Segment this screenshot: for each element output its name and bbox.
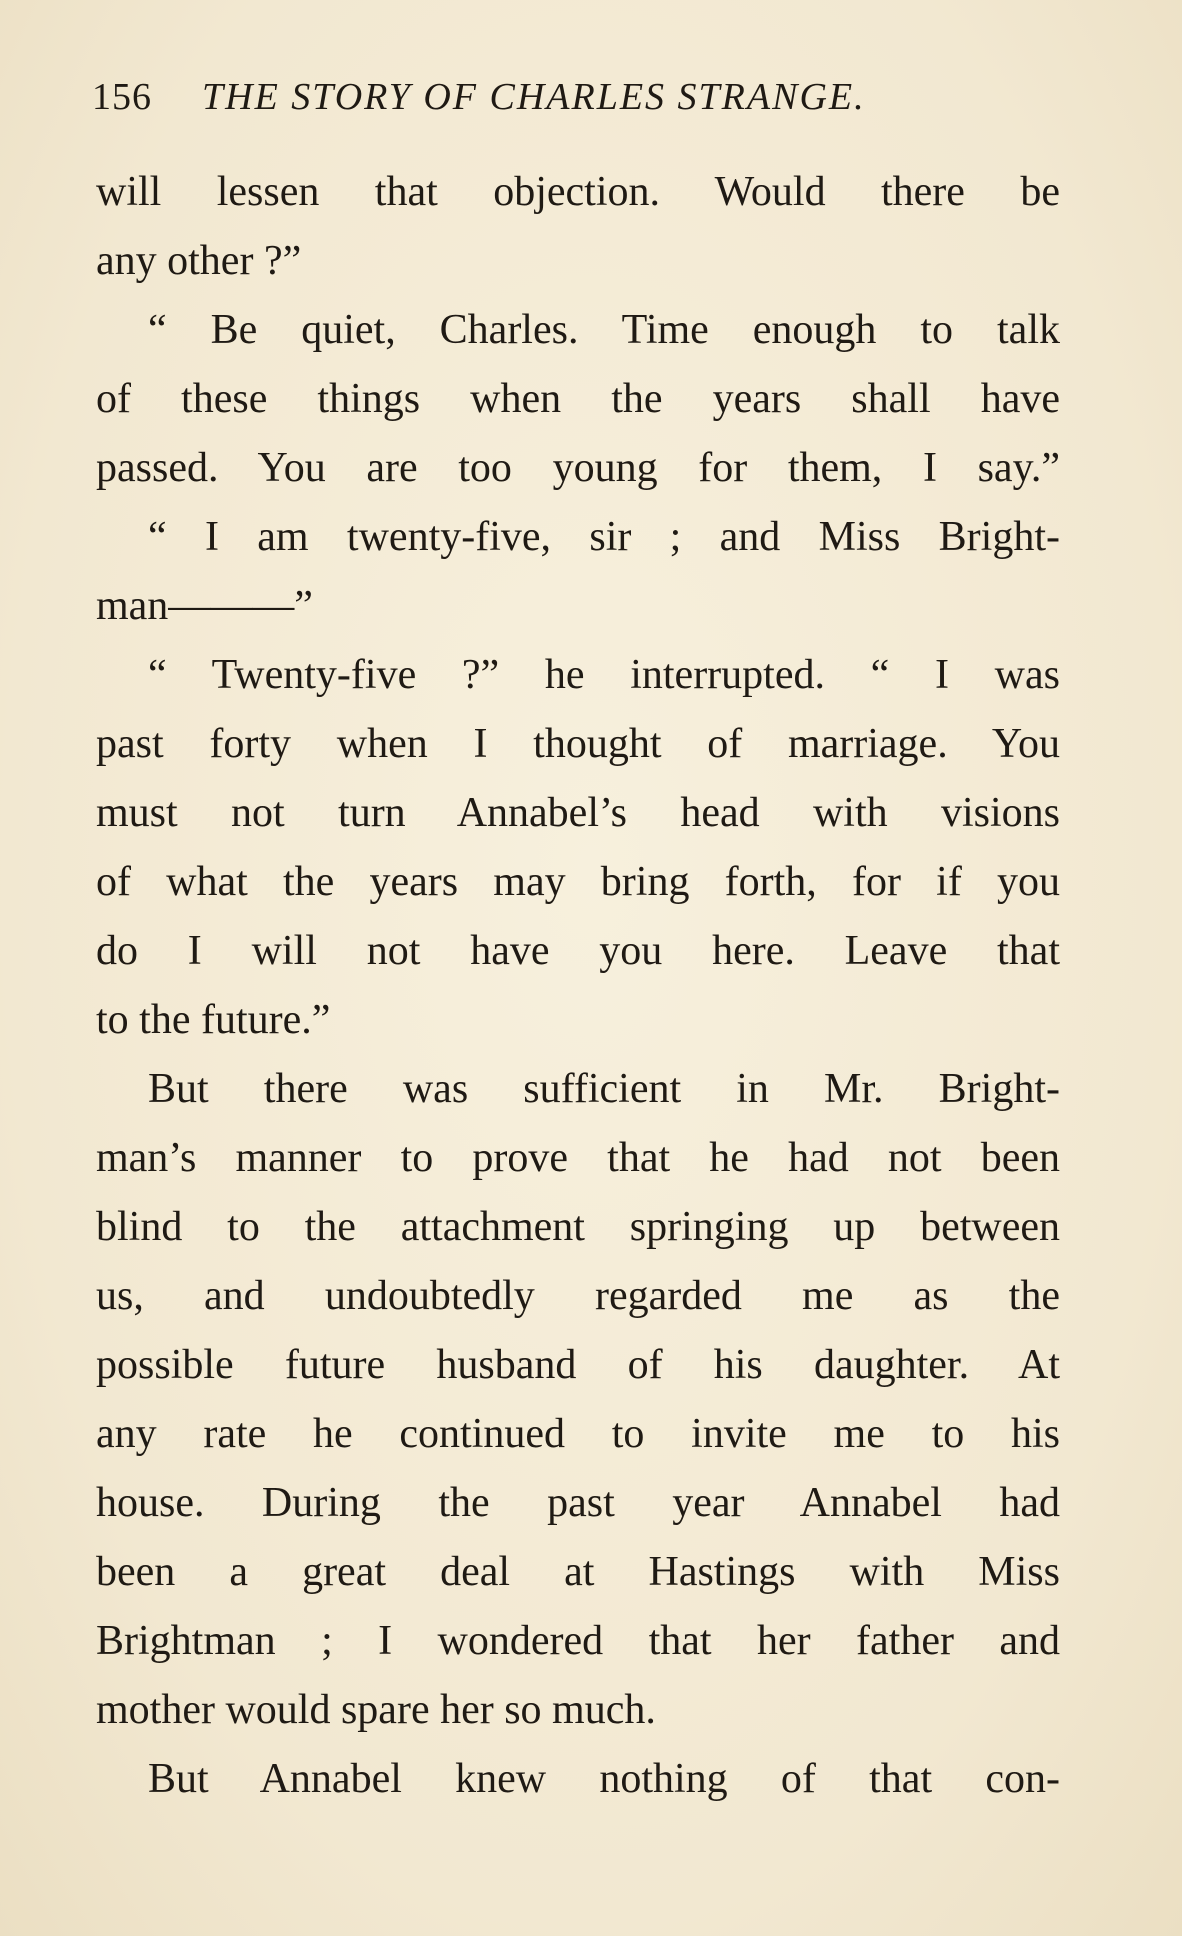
text-line: “ I am twenty-five, sir ; and Miss Bright- [148,514,1060,560]
text-line: to the future.” [96,997,331,1043]
text-line: must not turn Annabel’s head with visions [96,790,1060,836]
text-line: do I will not have you here. Leave that [96,928,1060,974]
text-line: been a great deal at Hastings with Miss [96,1549,1060,1595]
text-line: us, and undoubtedly regarded me as the [96,1273,1060,1319]
text-line: any rate he continued to invite me to his [96,1411,1060,1457]
text-line: any other ?” [96,238,302,284]
text-line: But Annabel knew nothing of that con- [148,1756,1060,1802]
text-line: man———” [96,583,313,629]
text-line: blind to the attachment springing up between [96,1204,1060,1250]
text-line: of these things when the years shall have [96,376,1060,422]
text-line: “ Be quiet, Charles. Time enough to talk [148,307,1060,353]
text-line: house. During the past year Annabel had [96,1480,1060,1526]
text-line: Brightman ; I wondered that her father and [96,1618,1060,1664]
text-line: of what the years may bring forth, for if you [96,859,1060,905]
page-number: 156 [92,76,152,118]
text-line: mother would spare her so much. [96,1687,656,1733]
running-head [92,72,1082,122]
text-line: But there was sufficient in Mr. Bright- [148,1066,1060,1112]
text-line: “ Twenty-five ?” he interrupted. “ I was [148,652,1060,698]
body-text [96,158,1060,1814]
text-line: man’s manner to prove that he had not been [96,1135,1060,1181]
running-title: THE STORY OF CHARLES STRANGE. [202,76,866,118]
text-line: past forty when I thought of marriage. You [96,721,1060,767]
text-line: possible future husband of his daughter. At [96,1342,1060,1388]
text-line: passed. You are too young for them, I say.” [96,445,1060,491]
text-line: will lessen that objection. Would there be [96,169,1060,215]
